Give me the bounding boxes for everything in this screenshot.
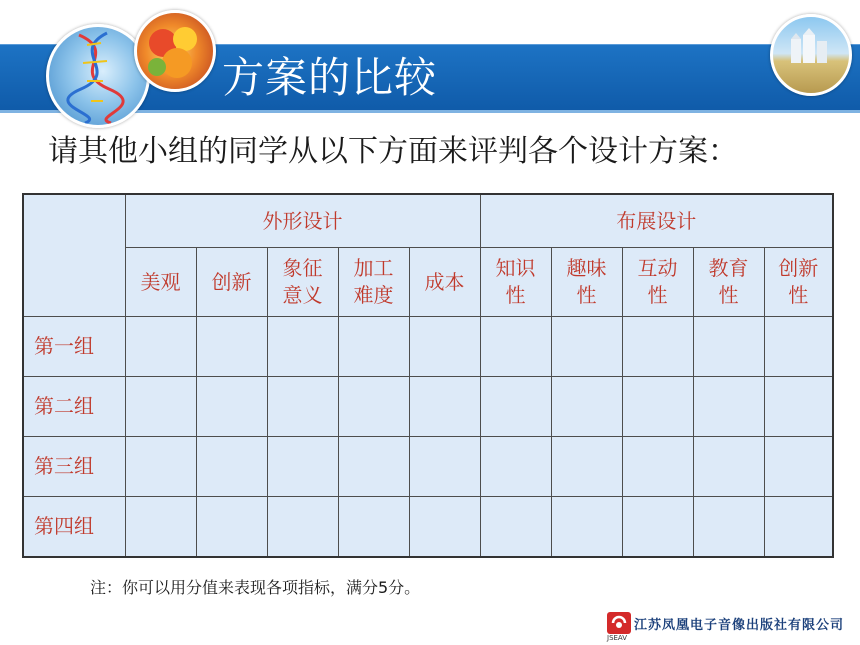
score-cell[interactable] xyxy=(267,377,338,437)
evaluation-table xyxy=(22,193,834,558)
criteria-header: 教育 性 xyxy=(693,248,764,317)
score-cell[interactable] xyxy=(196,317,267,377)
score-cell[interactable] xyxy=(764,377,833,437)
criteria-header: 创新 xyxy=(196,248,267,317)
score-cell[interactable] xyxy=(196,497,267,558)
table-criteria-header-row xyxy=(23,248,833,317)
row-label: 第二组 xyxy=(23,377,125,437)
score-cell[interactable] xyxy=(551,377,622,437)
table-row xyxy=(23,377,833,437)
slide-title: 方案的比较 xyxy=(222,53,438,102)
slide-subtitle: 请其他小组的同学从以下方面来评判各个设计方案： xyxy=(48,134,738,169)
score-cell[interactable] xyxy=(125,377,196,437)
criteria-header: 加工 难度 xyxy=(338,248,409,317)
criteria-header: 知识 性 xyxy=(480,248,551,317)
score-cell[interactable] xyxy=(551,317,622,377)
score-cell[interactable] xyxy=(409,497,480,558)
publisher-name: 江苏凤凰电子音像出版社有限公司 xyxy=(634,618,845,633)
scoring-note: 注：你可以用分值来表现各项指标，满分5分。 xyxy=(90,578,421,597)
criteria-header: 美观 xyxy=(125,248,196,317)
score-cell[interactable] xyxy=(693,317,764,377)
score-cell[interactable] xyxy=(622,317,693,377)
score-cell[interactable] xyxy=(125,437,196,497)
score-cell[interactable] xyxy=(480,317,551,377)
table-group-header-row xyxy=(23,194,833,248)
score-cell[interactable] xyxy=(409,317,480,377)
score-cell[interactable] xyxy=(267,317,338,377)
publisher-abbr: JSEAV xyxy=(607,634,628,642)
score-cell[interactable] xyxy=(196,377,267,437)
score-cell[interactable] xyxy=(764,317,833,377)
score-cell[interactable] xyxy=(125,317,196,377)
score-cell[interactable] xyxy=(622,377,693,437)
score-cell[interactable] xyxy=(267,437,338,497)
score-cell[interactable] xyxy=(480,497,551,558)
farm-silo-image xyxy=(770,14,852,96)
score-cell[interactable] xyxy=(764,437,833,497)
table-row xyxy=(23,317,833,377)
criteria-header: 创新 性 xyxy=(764,248,833,317)
group-header-shape-design: 外形设计 xyxy=(125,194,480,248)
score-cell[interactable] xyxy=(551,437,622,497)
criteria-header: 成本 xyxy=(409,248,480,317)
criteria-header: 趣味 性 xyxy=(551,248,622,317)
score-cell[interactable] xyxy=(409,437,480,497)
publisher-logo-icon xyxy=(607,612,631,634)
score-cell[interactable] xyxy=(196,437,267,497)
table-corner-cell xyxy=(23,194,125,317)
table-row xyxy=(23,497,833,558)
group-header-exhibit-design: 布展设计 xyxy=(480,194,833,248)
score-cell[interactable] xyxy=(267,497,338,558)
fruit-image xyxy=(134,10,216,92)
score-cell[interactable] xyxy=(409,377,480,437)
score-cell[interactable] xyxy=(338,317,409,377)
score-cell[interactable] xyxy=(338,437,409,497)
score-cell[interactable] xyxy=(622,497,693,558)
score-cell[interactable] xyxy=(693,497,764,558)
table-row xyxy=(23,437,833,497)
row-label: 第三组 xyxy=(23,437,125,497)
score-cell[interactable] xyxy=(480,437,551,497)
score-cell[interactable] xyxy=(338,497,409,558)
score-cell[interactable] xyxy=(622,437,693,497)
score-cell[interactable] xyxy=(551,497,622,558)
score-cell[interactable] xyxy=(125,497,196,558)
score-cell[interactable] xyxy=(764,497,833,558)
row-label: 第一组 xyxy=(23,317,125,377)
score-cell[interactable] xyxy=(693,377,764,437)
row-label: 第四组 xyxy=(23,497,125,558)
score-cell[interactable] xyxy=(338,377,409,437)
criteria-header: 互动 性 xyxy=(622,248,693,317)
criteria-header: 象征 意义 xyxy=(267,248,338,317)
score-cell[interactable] xyxy=(693,437,764,497)
score-cell[interactable] xyxy=(480,377,551,437)
